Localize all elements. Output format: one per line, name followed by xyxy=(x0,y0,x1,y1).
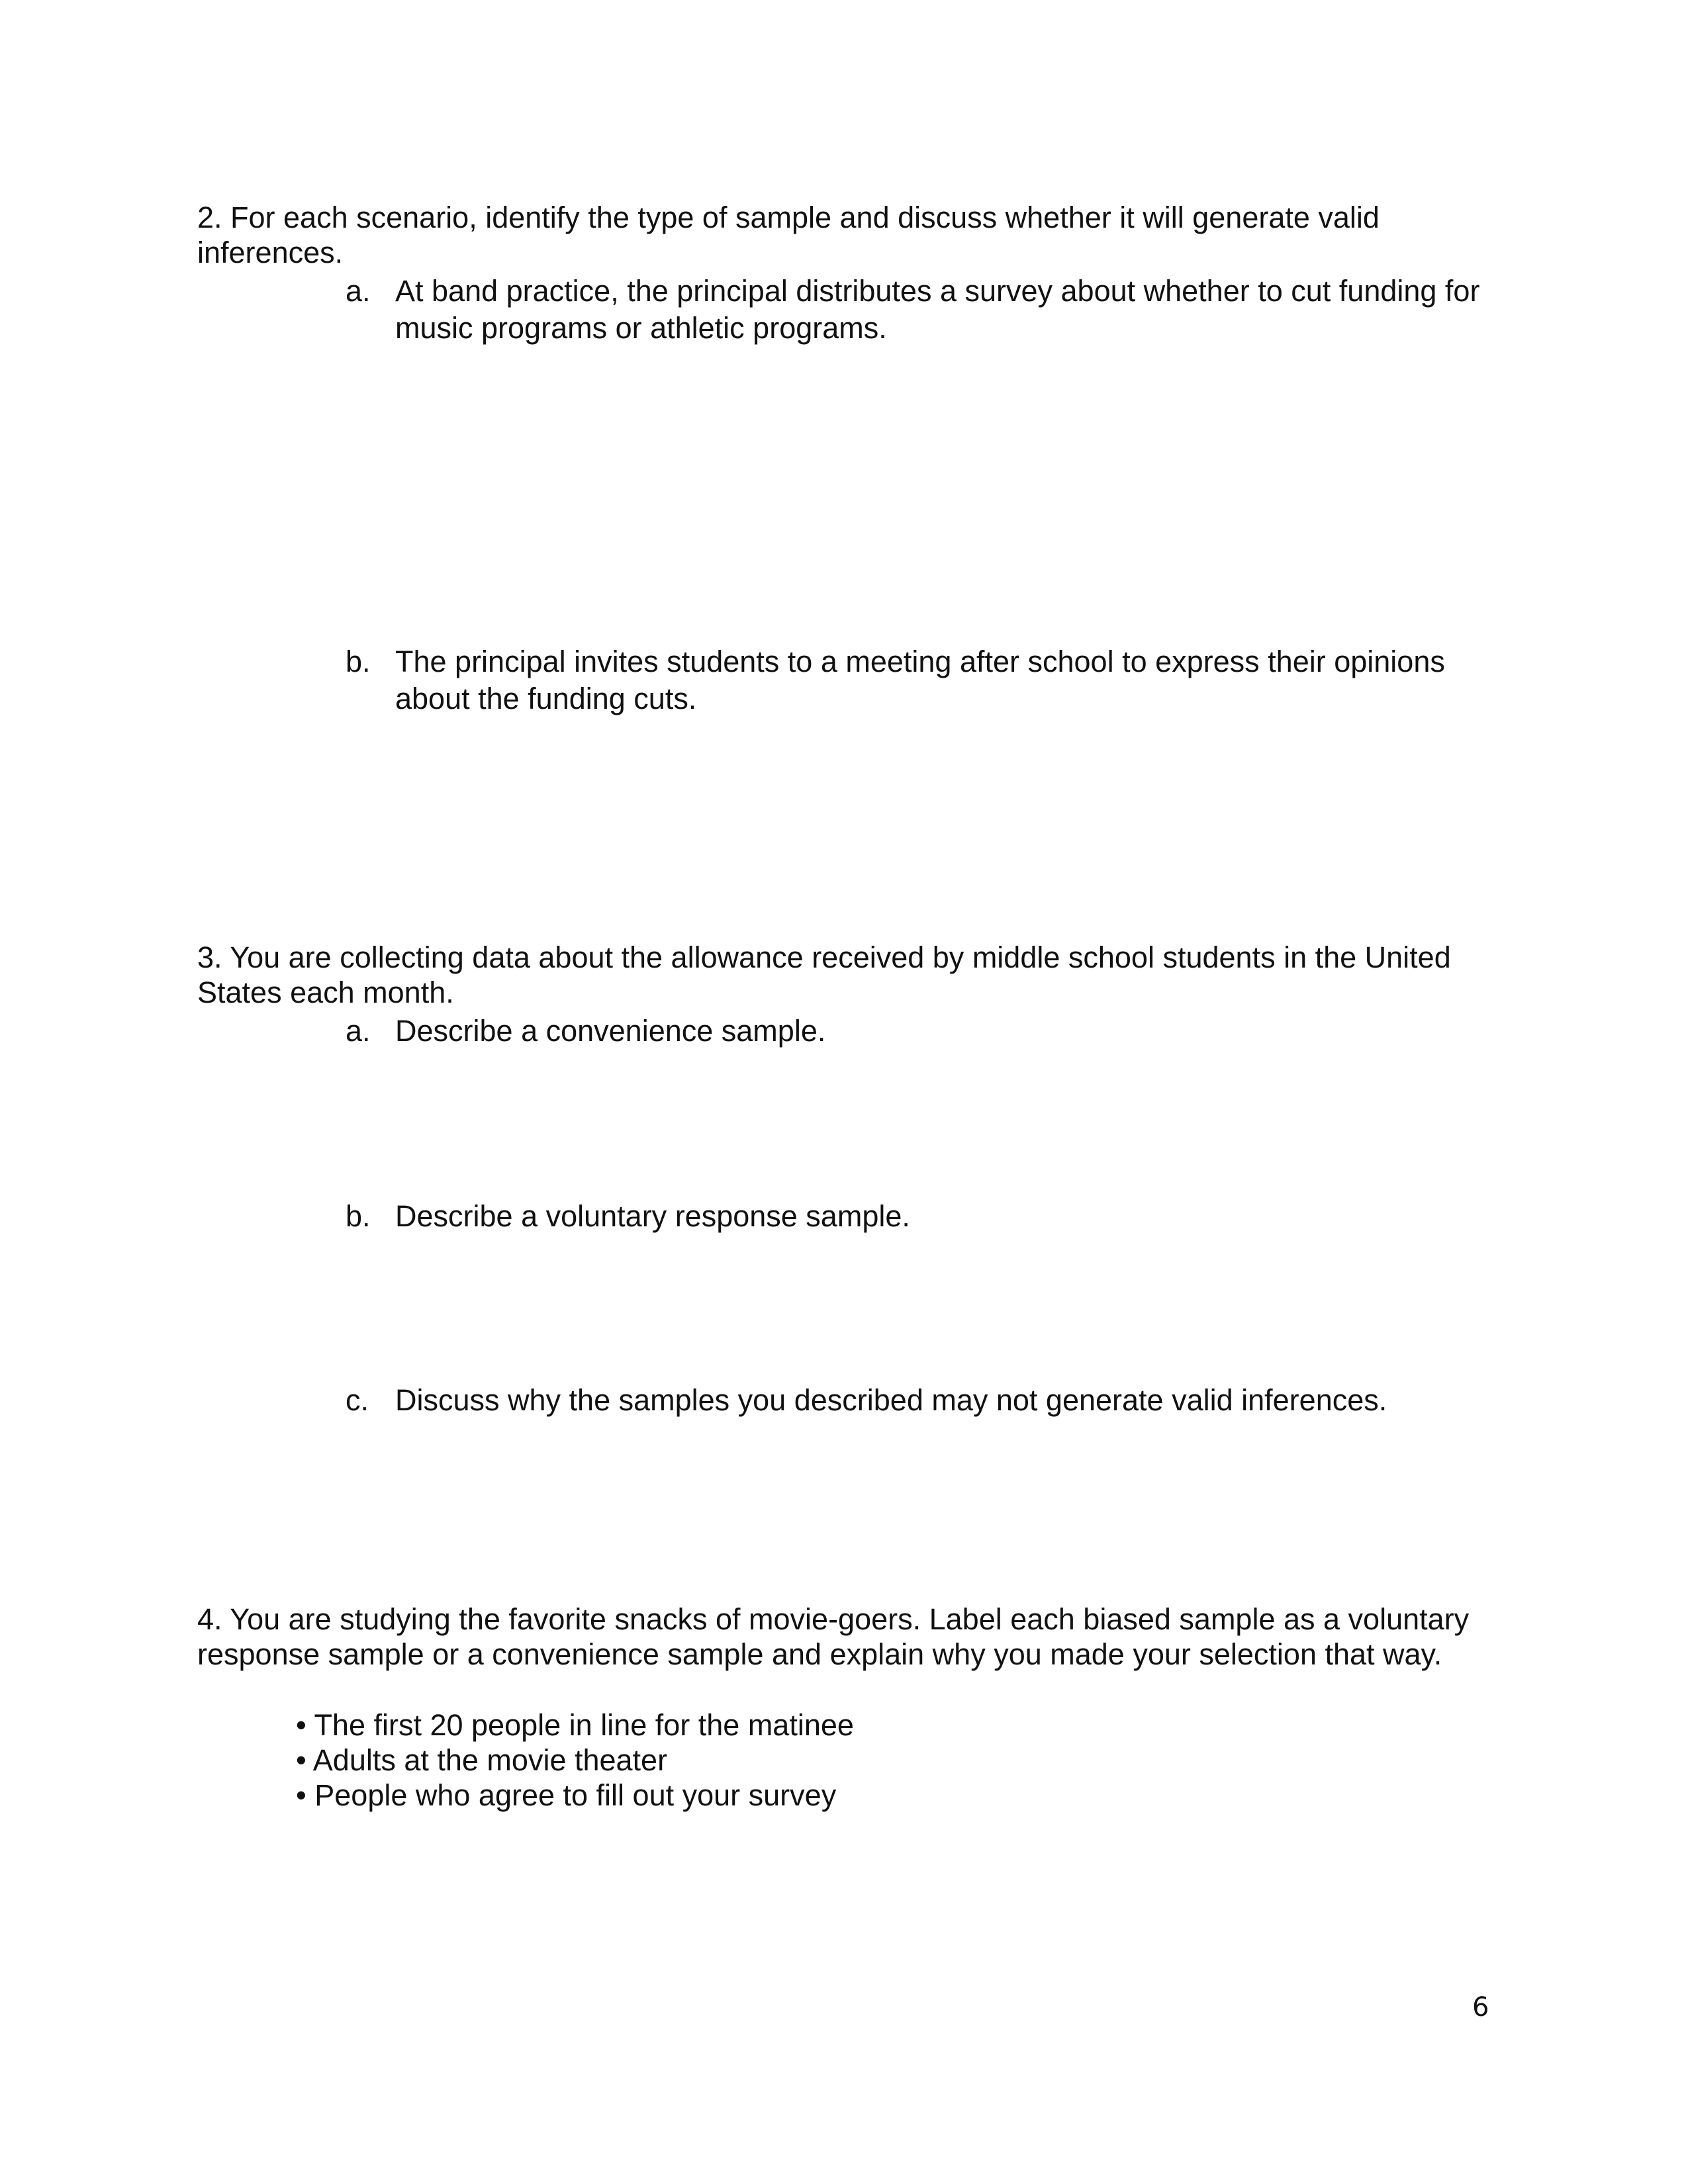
question-2-part-a xyxy=(346,273,1484,347)
part-letter: b. xyxy=(346,1199,371,1233)
question-4-bullet-list xyxy=(296,1707,1289,1813)
question-3-part-b xyxy=(346,1198,1484,1235)
list-item: • People who agree to fill out your survey xyxy=(296,1778,837,1812)
page-number: 6 xyxy=(1472,1992,1489,2023)
question-4-prompt: 4. You are studying the favorite snacks of movie-goers. Label each biased sample as a voluntary response sample or a convenience sample and explain why you made your selection that way. xyxy=(197,1602,1470,1671)
part-letter: a. xyxy=(346,1014,371,1048)
part-letter: c. xyxy=(346,1383,369,1417)
question-3-part-c xyxy=(346,1382,1484,1419)
part-letter: a. xyxy=(346,274,371,308)
part-letter: b. xyxy=(346,645,371,678)
part-text: At band practice, the principal distributes a survey about whether to cut funding for music programs or athletic programs. xyxy=(395,274,1480,345)
part-text: Describe a convenience sample. xyxy=(395,1014,826,1048)
question-3-part-a xyxy=(346,1013,1484,1050)
question-2-part-b xyxy=(346,643,1484,717)
list-item: • Adults at the movie theater xyxy=(296,1743,668,1777)
list-item: • The first 20 people in line for the matinee xyxy=(296,1708,854,1742)
part-text: The principal invites students to a meeting after school to express their opinions about the funding cuts. xyxy=(395,645,1445,715)
part-text: Describe a voluntary response sample. xyxy=(395,1199,910,1233)
question-3-prompt: 3. You are collecting data about the allowance received by middle school students in the United States each month. xyxy=(197,940,1451,1009)
question-2-prompt: 2. For each scenario, identify the type of sample and discuss whether it will generate valid inferences. xyxy=(197,201,1380,269)
part-text: Discuss why the samples you described may not generate valid inferences. xyxy=(395,1383,1387,1417)
